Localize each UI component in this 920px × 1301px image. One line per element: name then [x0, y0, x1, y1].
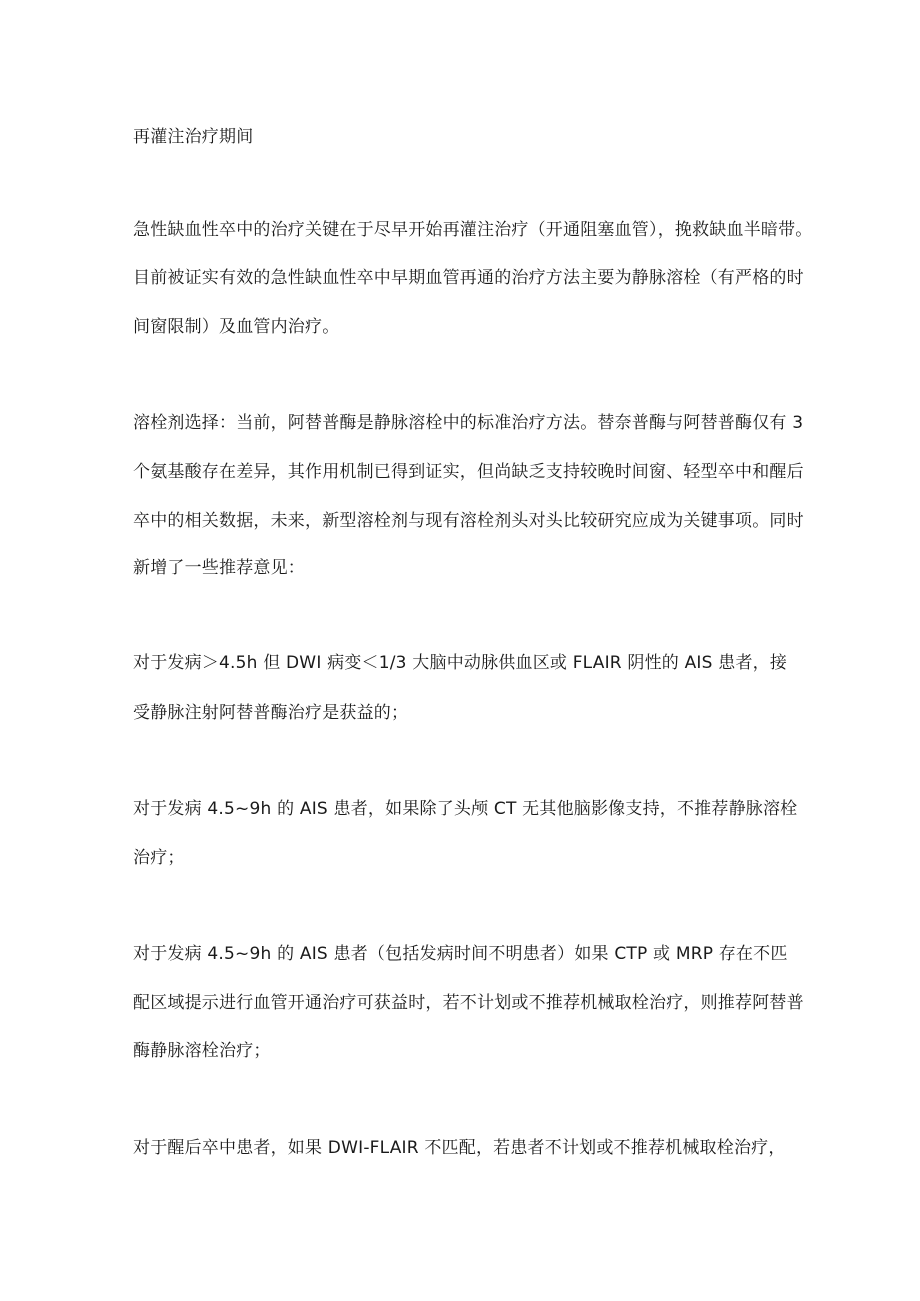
paragraph-line: 溶栓剂选择：当前，阿替普酶是静脉溶栓中的标准治疗方法。替奈普酶与阿替普酶仅有 3 [133, 413, 804, 433]
paragraph-line: 受静脉注射阿替普酶治疗是获益的； [133, 703, 409, 723]
paragraph-line: 目前被证实有效的急性缺血性卒中早期血管再通的治疗方法主要为静脉溶栓（有严格的时 [133, 268, 804, 288]
document-title: 再灌注治疗期间 [133, 127, 254, 147]
paragraph-line: 对于发病＞4.5h 但 DWI 病变＜1/3 大脑中动脉供血区或 FLAIR 阴性的 AIS 患者，接 [133, 653, 788, 673]
paragraph-line: 对于发病 4.5~9h 的 AIS 患者（包括发病时间不明患者）如果 CTP 或 MRP 存在不匹 [133, 944, 788, 964]
paragraph-line: 配区域提示进行血管开通治疗可获益时，若不计划或不推荐机械取栓治疗，则推荐阿替普 [133, 993, 804, 1013]
paragraph-line: 间窗限制）及血管内治疗。 [133, 317, 340, 337]
paragraph-line: 卒中的相关数据，未来，新型溶栓剂与现有溶栓剂头对头比较研究应成为关键事项。同时 [133, 511, 804, 531]
paragraph-line: 治疗； [133, 848, 185, 868]
paragraph-line: 酶静脉溶栓治疗； [133, 1041, 271, 1061]
paragraph-line: 对于醒后卒中患者，如果 DWI-FLAIR 不匹配，若患者不计划或不推荐机械取栓治疗， [133, 1138, 786, 1158]
paragraph-line: 对于发病 4.5~9h 的 AIS 患者，如果除了头颅 CT 无其他脑影像支持，不推荐静脉溶栓 [133, 799, 798, 819]
paragraph-line: 个氨基酸存在差异，其作用机制已得到证实，但尚缺乏支持较晚时间窗、轻型卒中和醒后 [133, 462, 804, 482]
paragraph-line: 新增了一些推荐意见： [133, 558, 305, 578]
paragraph-line: 急性缺血性卒中的治疗关键在于尽早开始再灌注治疗（开通阻塞血管），挽救缺血半暗带。 [133, 220, 813, 240]
